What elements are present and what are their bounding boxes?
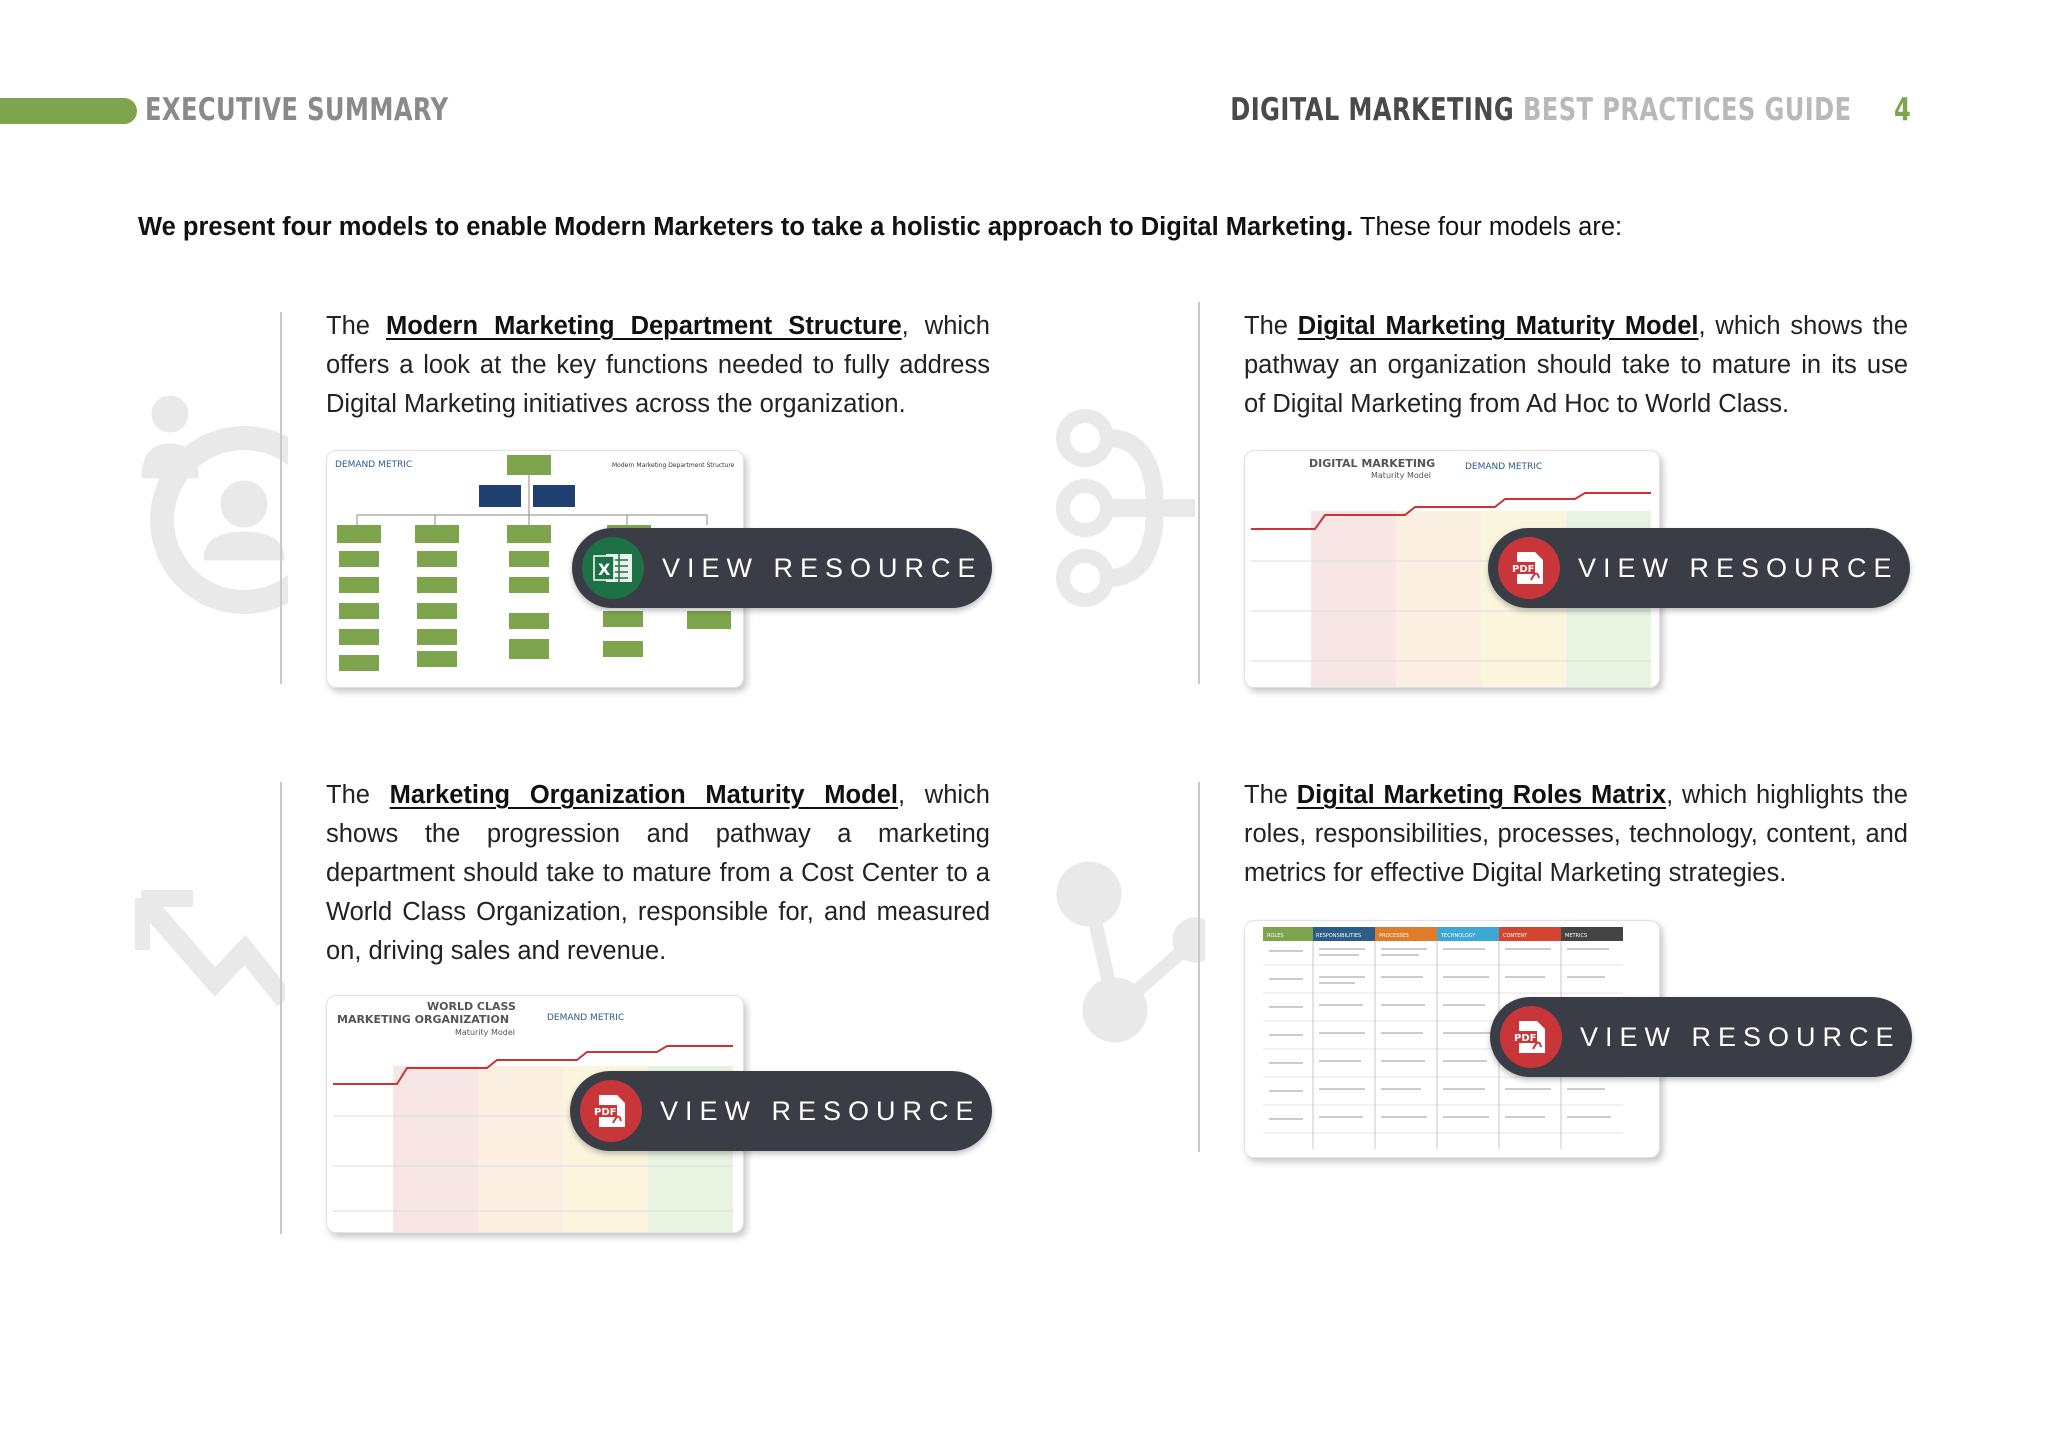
divider-line: [1198, 302, 1200, 684]
model-suffix: , which shows the progression and pathway a marketing department should take to mature from a Cost Center to a World Class Organization, responsible for, and measured on, driving sales and revenue.: [326, 781, 990, 965]
model-link-marketing-organization-maturity-model[interactable]: Marketing Organization Maturity Model: [389, 781, 898, 809]
thumb-title-1: WORLD CLASS: [427, 1000, 516, 1013]
view-resource-button[interactable]: [570, 1071, 992, 1151]
thumb-title-2: MARKETING ORGANIZATION: [337, 1013, 510, 1026]
thumb-brand: DEMAND METRIC: [1465, 462, 1543, 472]
matrix-header: TECHNOLOGY: [1441, 933, 1476, 939]
svg-text:PDF: PDF: [1512, 564, 1535, 575]
thumb-title: Modern Marketing Department Structure: [612, 462, 735, 469]
svg-text:X: X: [598, 560, 611, 579]
divider-line: [1198, 782, 1200, 1152]
trend-arrow-icon: [135, 890, 285, 1030]
model-link-digital-marketing-roles-matrix[interactable]: Digital Marketing Roles Matrix: [1296, 781, 1667, 809]
model-description: [1244, 307, 1908, 424]
button-label: VIEW RESOURCE: [1578, 552, 1899, 583]
model-prefix: The: [1244, 781, 1297, 809]
model-suffix: , which offers a look at the key functions needed to fully address Digital Marketing initiatives across the organization.: [326, 312, 990, 418]
section-title: EXECUTIVE SUMMARY: [145, 92, 449, 128]
network-nodes-icon: [1055, 408, 1195, 613]
model-suffix: , which highlights the roles, responsibilities, processes, technology, content, and metrics for effective Digital Marketing strategies.: [1244, 781, 1908, 887]
guide-title: [1231, 92, 1852, 128]
pdf-icon: [1500, 1006, 1562, 1068]
page-number: 4: [1894, 92, 1911, 128]
thumb-brand: DEMAND METRIC: [547, 1013, 625, 1023]
model-description: [326, 307, 990, 424]
thumb-title-1: DIGITAL MARKETING: [1309, 457, 1436, 470]
model-prefix: The: [326, 312, 386, 340]
matrix-header: ROLES: [1267, 933, 1284, 939]
molecule-icon: [1055, 860, 1205, 1050]
model-link-modern-marketing-department-structure[interactable]: Modern Marketing Department Structure: [385, 312, 902, 340]
pdf-icon: [1498, 537, 1560, 599]
pdf-icon: [580, 1080, 642, 1142]
view-resource-button[interactable]: [572, 528, 992, 608]
model-prefix: The: [1244, 312, 1298, 340]
model-description: [326, 776, 990, 971]
intro-paragraph: [138, 210, 1938, 244]
intro-bold: We present four models to enable Modern Marketers to take a holistic approach to Digital Marketing.: [138, 213, 1354, 241]
team-target-icon: [138, 388, 288, 618]
model-suffix: , which shows the pathway an organization should take to mature in its use of Digital Marketing from Ad Hoc to World Class.: [1244, 312, 1908, 418]
matrix-header: CONTENT: [1503, 933, 1528, 939]
guide-title-bold: DIGITAL MARKETING: [1230, 92, 1515, 128]
header-accent-bar: [0, 98, 137, 124]
model-link-digital-marketing-maturity-model[interactable]: Digital Marketing Maturity Model: [1297, 312, 1699, 340]
divider-line: [280, 782, 282, 1234]
thumb-title-3: Maturity Model: [455, 1028, 515, 1037]
matrix-header: PROCESSES: [1379, 933, 1409, 939]
thumb-title-2: Maturity Model: [1371, 471, 1431, 480]
matrix-header: METRICS: [1565, 933, 1588, 939]
model-description: [1244, 776, 1908, 893]
view-resource-button[interactable]: [1490, 997, 1912, 1077]
button-label: VIEW RESOURCE: [662, 552, 983, 583]
button-label: VIEW RESOURCE: [660, 1095, 981, 1126]
excel-icon: [582, 537, 644, 599]
intro-rest: These four models are:: [1353, 213, 1623, 241]
thumb-brand: DEMAND METRIC: [335, 460, 413, 470]
model-prefix: The: [326, 781, 390, 809]
divider-line: [280, 312, 282, 684]
button-label: VIEW RESOURCE: [1580, 1021, 1901, 1052]
svg-text:PDF: PDF: [594, 1107, 617, 1118]
matrix-header: RESPONSIBILITIES: [1316, 933, 1362, 939]
svg-text:PDF: PDF: [1514, 1033, 1537, 1044]
guide-title-light: BEST PRACTICES GUIDE: [1523, 92, 1852, 128]
view-resource-button[interactable]: [1488, 528, 1910, 608]
